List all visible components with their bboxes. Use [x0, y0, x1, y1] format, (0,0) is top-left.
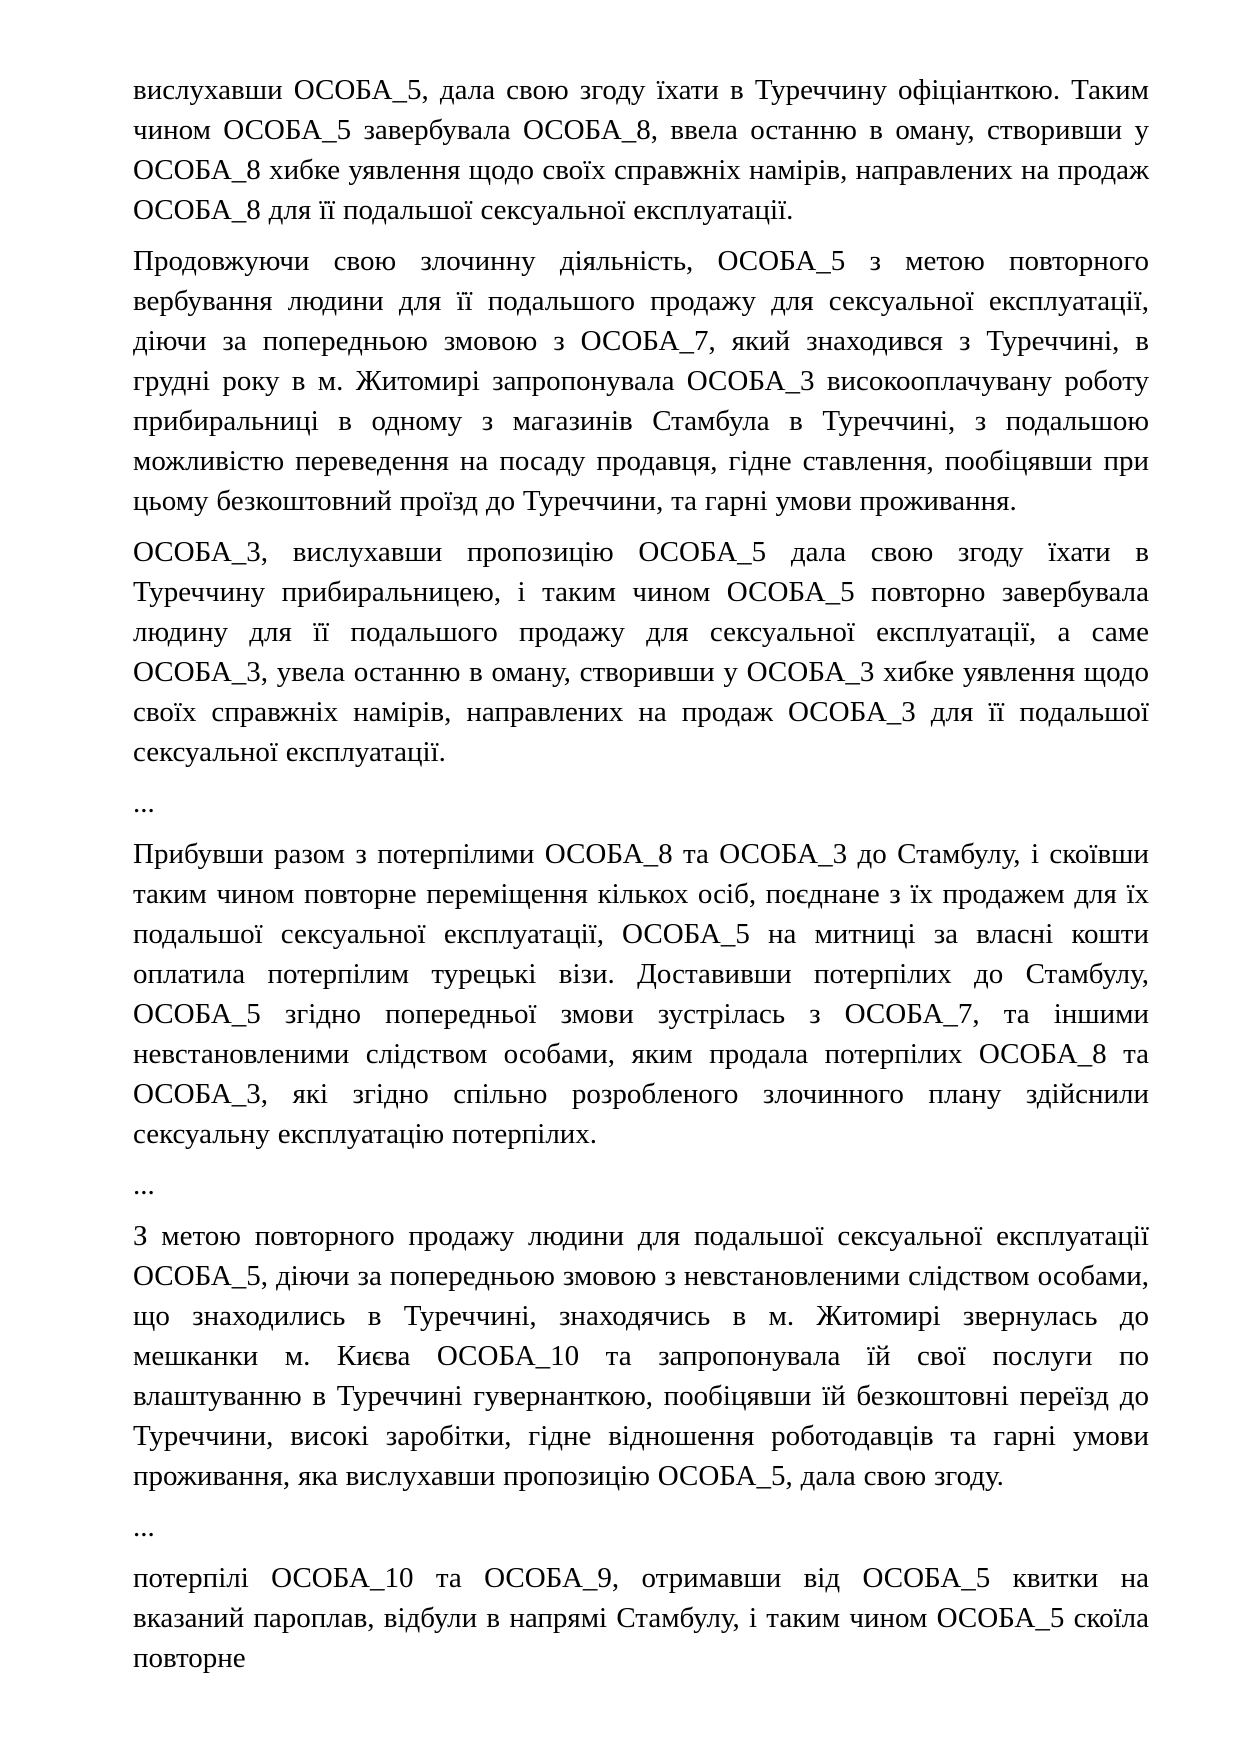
body-paragraph-5: З метою повторного продажу людини для подальшої сексуальної експлуатації ОСОБА_5, діючи за попередньою змовою з невстановленими слідством особами, що знаходились в Туреччині, знаходячись в м. Житомирі звернулась до мешканки м. Києва ОСОБА_10 та запропонувала їй свої послуги по влаштуванню в Туреччині гувернанткою, пообіцявши їй безкоштовні переїзд до Туреччини, високі заробітки, гідне відношення роботодавців та гарні умови проживання, яка вислухавши пропозицію ОСОБА_5, дала свою згоду.: [133, 1220, 1149, 1492]
body-paragraph-2: Продовжуючи свою злочинну діяльність, ОСОБА_5 з метою повторного вербування людини для її подальшого продажу для сексуальної експлуатації, діючи за попередньою змовою з ОСОБА_7, який знаходився з Туреччині, в грудні року в м. Житомирі запропонувала ОСОБА_3 високооплачувану роботу прибиральниці в одному з магазинів Стамбула в Туреччині, з подальшою можливістю переведення на посаду продавця, гідне ставлення, пообіцявши при цьому безкоштовний проїзд до Туреччини, та гарні умови проживання.: [133, 245, 1149, 517]
ellipsis-paragraph-1: ...: [133, 787, 155, 819]
body-paragraph-6: потерпілі ОСОБА_10 та ОСОБА_9, отримавши від ОСОБА_5 квитки на вказаний пароплав, відбули в напрямі Стамбулу, і таким чином ОСОБА_5 скоїла повторне: [133, 1562, 1149, 1674]
ellipsis-paragraph-3: ...: [133, 1511, 155, 1543]
body-paragraph-3: ОСОБА_3, вислухавши пропозицію ОСОБА_5 дала свою згоду їхати в Туреччину прибиральницею, і таким чином ОСОБА_5 повторно завербувала людину для її подальшого продажу для сексуальної експлуатації, а саме ОСОБА_3, увела останню в оману, створивши у ОСОБА_3 хибке уявлення щодо своїх справжніх намірів, направлених на продаж ОСОБА_3 для її подальшої сексуальної експлуатації.: [133, 536, 1149, 768]
body-paragraph-4: Прибувши разом з потерпілими ОСОБА_8 та ОСОБА_3 до Стамбулу, і скоївши таким чином повторне переміщення кількох осіб, поєднане з їх продажем для їх подальшої сексуальної експлуатації, ОСОБА_5 на митниці за власні кошти оплатила потерпілим турецькі візи. Доставивши потерпілих до Стамбулу, ОСОБА_5 згідно попередньої змови зустрілась з ОСОБА_7, та іншими невстановленими слідством особами, яким продала потерпілих ОСОБА_8 та ОСОБА_3, які згідно спільно розробленого злочинного плану здійснили сексуальну експлуатацію потерпілих.: [133, 838, 1149, 1150]
ellipsis-paragraph-2: ...: [133, 1169, 155, 1201]
body-paragraph-1: вислухавши ОСОБА_5, дала свою згоду їхати в Туреччину офіціанткою. Таким чином ОСОБА_5 завербувала ОСОБА_8, ввела останню в оману, створивши у ОСОБА_8 хибке уявлення щодо своїх справжніх намірів, направлених на продаж ОСОБА_8 для її подальшої сексуальної експлуатації.: [133, 74, 1149, 226]
